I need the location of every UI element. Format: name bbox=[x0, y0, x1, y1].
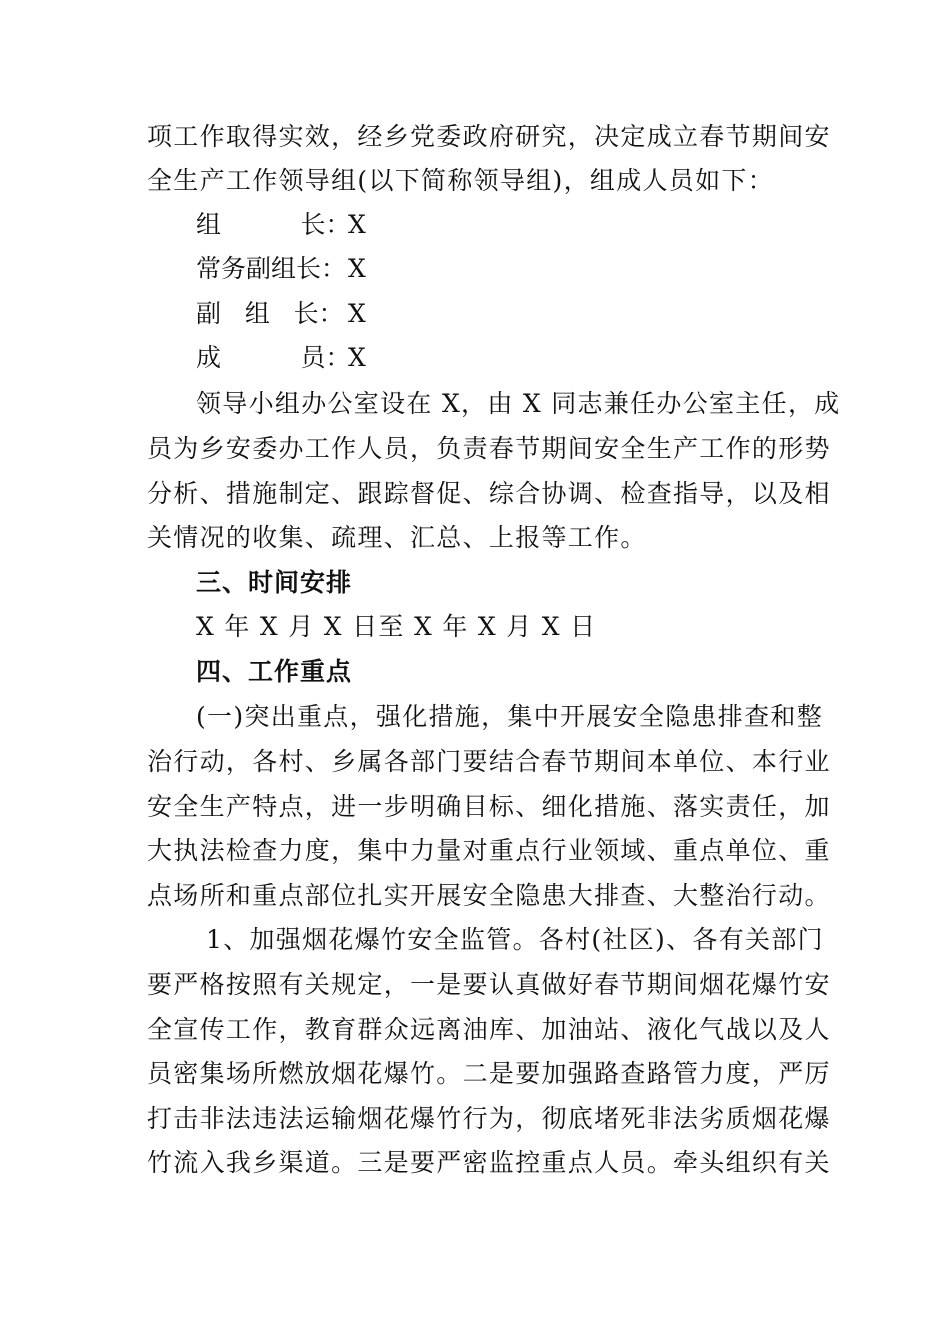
roster-name: X bbox=[348, 343, 368, 372]
roster-row-deputy bbox=[196, 292, 807, 336]
roster-row-executive-deputy bbox=[196, 247, 807, 291]
fireworks-paragraph-line: 全宣传工作，教育群众远离油库、加油站、液化气战以及人 bbox=[147, 1015, 831, 1044]
roster-row-leader bbox=[196, 203, 807, 247]
roster-name: X bbox=[348, 210, 368, 239]
focus-paragraph-line: 治行动，各村、乡属各部门要结合春节期间本单位、本行业 bbox=[147, 747, 831, 776]
fireworks-paragraph-line: 竹流入我乡渠道。三是要严密监控重点人员。牵头组织有关 bbox=[147, 1148, 831, 1177]
focus-paragraph-line: 大执法检查力度，集中力量对重点行业领域、重点单位、重 bbox=[147, 836, 831, 865]
roster-role: 组 长： bbox=[196, 210, 351, 239]
fireworks-paragraph-line: 要严格按照有关规定，一是要认真做好春节期间烟花爆竹安 bbox=[147, 970, 831, 999]
roster-role: 副 组 长： bbox=[196, 299, 344, 328]
roster-row-member bbox=[196, 336, 807, 380]
schedule-text: X 年 X 月 X 日至 X 年 X 月 X 日 bbox=[196, 612, 597, 641]
section-heading-schedule: 三、时间安排 bbox=[196, 568, 353, 597]
intro-line: 全生产工作领导组(以下简称领导组)，组成人员如下： bbox=[147, 166, 775, 195]
roster-name: X bbox=[348, 254, 368, 283]
office-paragraph-line: 分析、措施制定、跟踪督促、综合协调、检查指导，以及相 bbox=[147, 479, 831, 508]
roster-role: 成 员： bbox=[196, 343, 351, 372]
section-heading-focus: 四、工作重点 bbox=[196, 657, 353, 686]
focus-paragraph-line: 安全生产特点，进一步明确目标、细化措施、落实责任，加 bbox=[147, 792, 831, 821]
focus-paragraph-line: (一)突出重点，强化措施，集中开展安全隐患排查和整 bbox=[196, 702, 824, 731]
office-paragraph-line: 关情况的收集、疏理、汇总、上报等工作。 bbox=[147, 523, 647, 552]
fireworks-paragraph-line: 员密集场所燃放烟花爆竹。二是要加强路查路管力度，严厉 bbox=[147, 1059, 831, 1088]
office-paragraph-line: 员为乡安委办工作人员，负责春节期间安全生产工作的形势 bbox=[147, 434, 831, 463]
intro-line: 项工作取得实效，经乡党委政府研究，决定成立春节期间安 bbox=[147, 122, 831, 151]
roster-name: X bbox=[348, 299, 368, 328]
fireworks-paragraph-line: 打击非法违法运输烟花爆竹行为，彻底堵死非法劣质烟花爆 bbox=[147, 1104, 831, 1133]
roster-role: 常务副组长： bbox=[196, 254, 347, 283]
office-paragraph-line: 领导小组办公室设在 X，由 X 同志兼任办公室主任，成 bbox=[196, 389, 841, 418]
fireworks-paragraph-line: 1、加强烟花爆竹安全监管。各村(社区)、各有关部门 bbox=[206, 925, 824, 954]
focus-paragraph-line: 点场所和重点部位扎实开展安全隐患大排查、大整治行动。 bbox=[147, 881, 831, 910]
